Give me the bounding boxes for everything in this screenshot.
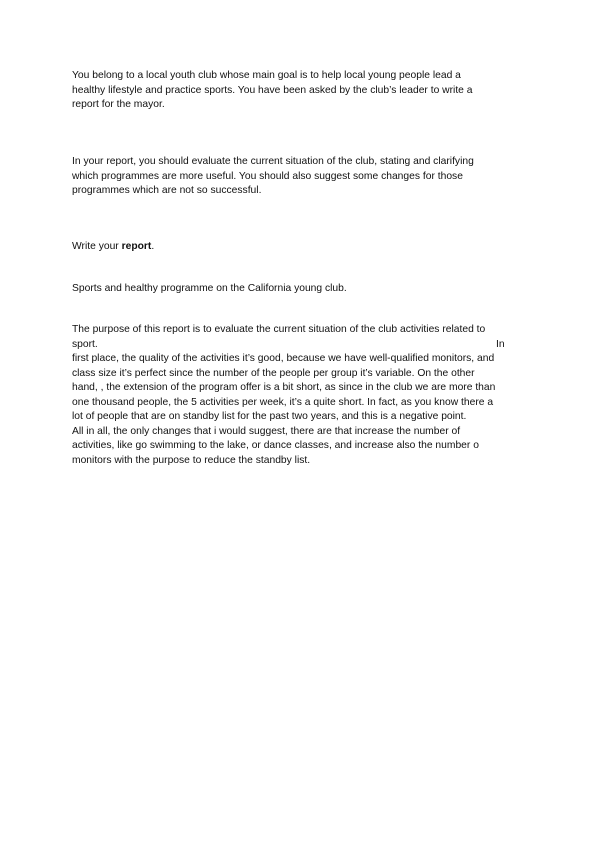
text-line: All in all, the only changes that i would suggest, there are that increase the number of (72, 425, 461, 437)
text-line: The purpose of this report is to evaluate the current situation of the club activities related to (72, 324, 486, 335)
text-line: class size it’s perfect since the number of the people per group it’s variable. On the other (72, 367, 475, 379)
report-title (72, 282, 542, 297)
text-line: You belong to a local youth club whose main goal is to help local young people lead a (72, 70, 461, 81)
text-line: lot of people that are on standby list for the past two years, and this is a negative point. (72, 411, 467, 422)
text-line: one thousand people, the 5 activities per week, it’s a quite short. In fact, as you know there a (72, 396, 494, 408)
task-requirements-paragraph (72, 155, 542, 199)
task-instruction (72, 240, 542, 255)
text-line: first place, the quality of the activities it’s good, because we have well-qualified monitors, and (72, 353, 495, 364)
task-intro-paragraph (72, 69, 542, 113)
text-line: programmes which are not so successful. (72, 185, 262, 196)
text-line: In your report, you should evaluate the current situation of the club, stating and clarifying (72, 156, 474, 167)
text-line: report for the mayor. (72, 99, 165, 110)
text-line: healthy lifestyle and practice sports. You have been asked by the club’s leader to write a (72, 84, 473, 96)
text-line-right: In (496, 338, 505, 350)
instruction-keyword: report (121, 241, 152, 252)
instruction-suffix: . (151, 241, 155, 252)
report-body (72, 323, 542, 468)
text-line: which programmes are more useful. You should also suggest some changes for those (72, 170, 463, 182)
text-line: activities, like go swimming to the lake, or dance classes, and increase also the number o (72, 440, 479, 451)
report-title-text: Sports and healthy programme on the California young club. (72, 283, 347, 294)
text-line-split (72, 338, 542, 353)
text-line: monitors with the purpose to reduce the standby list. (72, 454, 311, 466)
text-line-left: sport. (72, 338, 98, 350)
instruction-prefix: Write your (72, 241, 122, 252)
text-line: hand, , the extension of the program offer is a bit short, as since in the club we are more than (72, 382, 496, 393)
